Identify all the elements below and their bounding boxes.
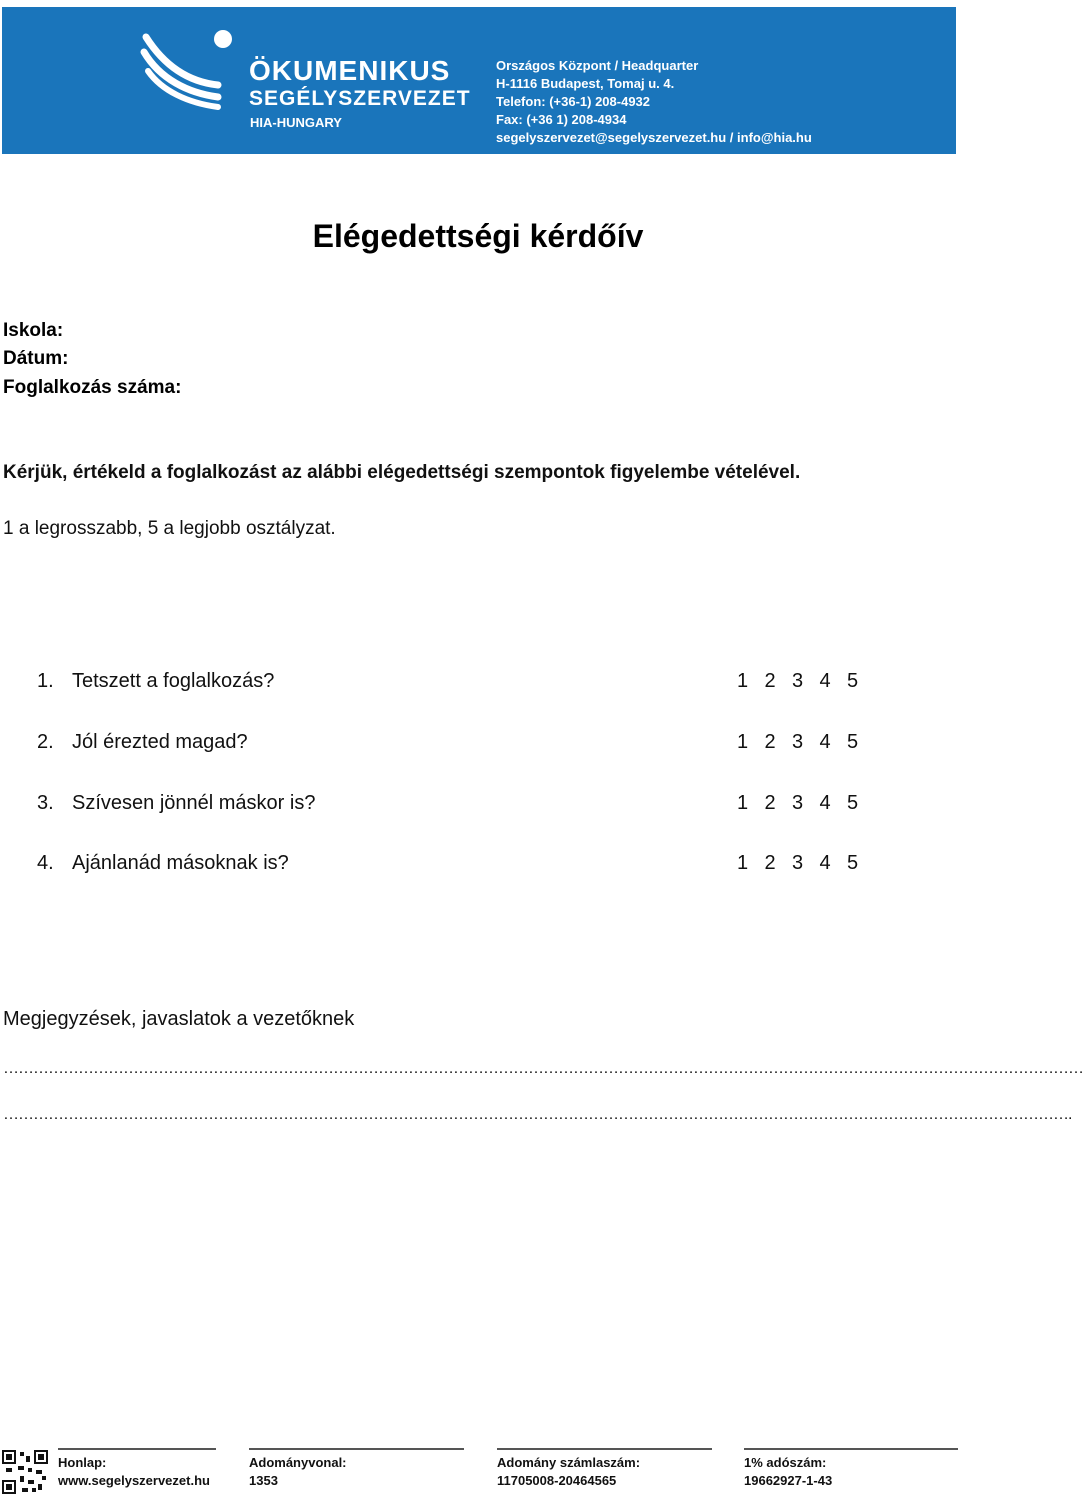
footer-bank-account <box>497 1448 712 1490</box>
rating-option[interactable]: 3 <box>792 731 804 753</box>
rating-option[interactable]: 3 <box>792 670 804 692</box>
contact-headquarter: Országos Központ / Headquarter <box>496 58 699 73</box>
header-banner <box>2 7 956 154</box>
footer-divider <box>744 1448 958 1450</box>
rating-option[interactable]: 4 <box>819 731 831 753</box>
contact-phone: Telefon: (+36-1) 208-4932 <box>496 94 651 109</box>
rating-option[interactable]: 5 <box>847 852 859 874</box>
question-text: Tetszett a foglalkozás? <box>72 670 275 692</box>
footer-label: 1% adószám: <box>744 1455 827 1470</box>
question-item <box>37 670 877 698</box>
hia-logo-icon <box>140 27 230 117</box>
rating-option[interactable]: 3 <box>792 852 804 874</box>
rating-option[interactable]: 1 <box>737 670 749 692</box>
rating-scale <box>737 670 875 693</box>
rating-option[interactable]: 2 <box>764 852 776 874</box>
rating-scale <box>737 731 875 754</box>
question-text: Ajánlanád másoknak is? <box>72 852 289 874</box>
footer-value[interactable]: www.segelyszervezet.hu <box>58 1473 210 1488</box>
question-item <box>37 731 877 759</box>
page-title: Elégedettségi kérdőív <box>312 218 644 254</box>
notes-line[interactable]: ……………………………………………………………………………………………………………………………………………………………………………………………. <box>3 1106 1072 1123</box>
notes-line[interactable]: ……………………………………………………………………………………………………………………………………………………………………………………………… <box>3 1060 1083 1077</box>
footer-divider <box>58 1448 216 1450</box>
rating-option[interactable]: 2 <box>764 731 776 753</box>
footer-label: Honlap: <box>58 1455 107 1470</box>
footer-label: Adomány számlaszám: <box>497 1455 641 1470</box>
rating-scale <box>737 792 875 815</box>
question-item <box>37 792 877 820</box>
question-number: 3. <box>37 792 54 814</box>
contact-email[interactable]: segelyszervezet@segelyszervezet.hu / info@hia.hu <box>496 130 812 145</box>
rating-option[interactable]: 2 <box>764 792 776 814</box>
contact-fax: Fax: (+36 1) 208-4934 <box>496 112 627 127</box>
question-item <box>37 852 877 880</box>
rating-option[interactable]: 1 <box>737 792 749 814</box>
question-number: 2. <box>37 731 54 753</box>
rating-option[interactable]: 3 <box>792 792 804 814</box>
question-number: 4. <box>37 852 54 874</box>
footer-value: 19662927-1-43 <box>744 1473 833 1488</box>
rating-option[interactable]: 5 <box>847 792 859 814</box>
contact-block <box>496 57 812 147</box>
rating-option[interactable]: 4 <box>819 670 831 692</box>
footer-tax-number <box>744 1448 958 1490</box>
instructions-scale: 1 a legrosszabb, 5 a legjobb osztályzat. <box>3 518 336 539</box>
question-number: 1. <box>37 670 54 692</box>
notes-label: Megjegyzések, javaslatok a vezetőknek <box>3 1008 355 1030</box>
field-school: Iskola: <box>3 320 64 341</box>
rating-option[interactable]: 2 <box>764 670 776 692</box>
contact-address: H-1116 Budapest, Tomaj u. 4. <box>496 76 675 91</box>
rating-option[interactable]: 4 <box>819 852 831 874</box>
org-name-line2: SEGÉLYSZERVEZET <box>249 87 471 110</box>
rating-option[interactable]: 4 <box>819 792 831 814</box>
instructions-main: Kérjük, értékeld a foglalkozást az alábbi elégedettségi szempontok figyelembe vételével. <box>3 462 801 483</box>
footer-divider <box>497 1448 712 1450</box>
org-name-line3: HIA-HUNGARY <box>250 115 342 130</box>
rating-option[interactable]: 1 <box>737 731 749 753</box>
footer-value: 11705008-20464565 <box>497 1473 617 1488</box>
question-text: Jól érezted magad? <box>72 731 248 753</box>
field-session-number: Foglalkozás száma: <box>3 377 182 398</box>
footer-value: 1353 <box>249 1473 278 1488</box>
rating-option[interactable]: 5 <box>847 731 859 753</box>
org-name-line1: ÖKUMENIKUS <box>249 55 451 86</box>
question-text: Szívesen jönnél máskor is? <box>72 792 316 814</box>
footer-website <box>58 1448 216 1490</box>
rating-option[interactable]: 5 <box>847 670 859 692</box>
field-date: Dátum: <box>3 348 69 369</box>
footer-donation-line <box>249 1448 464 1490</box>
rating-option[interactable]: 1 <box>737 852 749 874</box>
rating-scale <box>737 852 875 875</box>
qr-code-icon <box>2 1450 48 1494</box>
footer-label: Adományvonal: <box>249 1455 347 1470</box>
footer-divider <box>249 1448 464 1450</box>
